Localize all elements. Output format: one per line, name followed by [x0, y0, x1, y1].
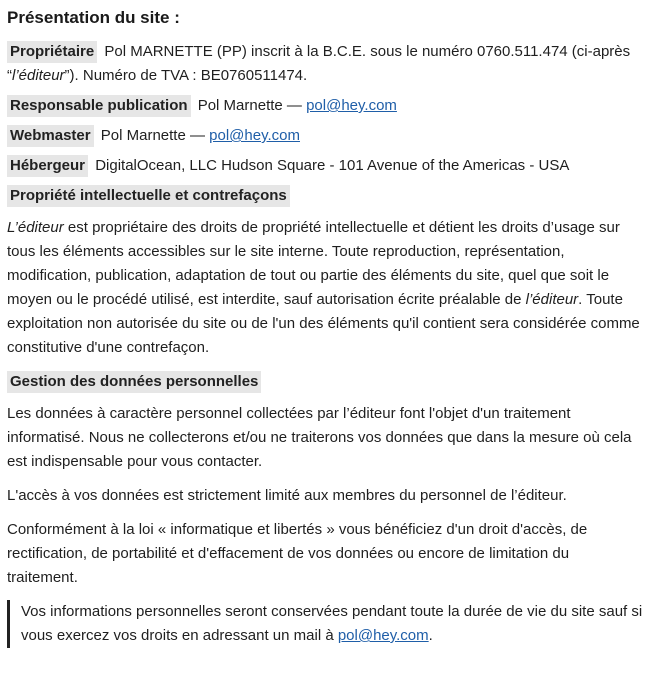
webmaster-email-link[interactable]: pol@hey.com — [209, 127, 300, 144]
quote-email-link[interactable]: pol@hey.com — [337, 627, 429, 644]
publisher-email-link[interactable]: pol@hey.com — [306, 97, 397, 114]
owner-editor-em: l’éditeur — [12, 67, 65, 84]
quote-end: . — [428, 627, 433, 644]
owner-text-a: Pol MARNETTE (PP) inscrit à la B.C.E. sous le numéro 0760.511.474 (ci-après “ — [7, 43, 631, 84]
ip-paragraph — [7, 216, 644, 360]
owner-row — [7, 40, 644, 88]
owner-label: Propriétaire — [7, 41, 97, 63]
publisher-row — [7, 94, 644, 118]
ip-text-1: est propriétaire des droits de propriété intellectuelle et détient les droits d’usage sur tous les éléments accessibles sur le site interne. Toute reproduction, représentation, modification, publication, adaptation de tout ou partie des éléments du site, quel que soit le moyen ou le procédé utilisé, est interdite, sauf autorisation écrite préalable de — [7, 219, 620, 308]
ip-heading-wrap — [7, 184, 644, 208]
ip-editor-em-1: L’éditeur — [7, 219, 64, 236]
host-row — [7, 154, 644, 178]
page-title: Présentation du site : — [7, 8, 180, 27]
data-paragraph-2: L'accès à vos données est strictement limité aux membres du personnel de l’éditeur. — [7, 487, 567, 504]
quote-text: Vos informations personnelles seront conservées pendant toute la durée de vie du site sauf si vous exercez vos droits en adressant un mail à — [21, 603, 643, 644]
retention-blockquote — [7, 600, 644, 648]
host-label: Hébergeur — [7, 155, 88, 177]
data-paragraph-3: Conformément à la loi « informatique et libertés » vous bénéficiez d'un droit d'accès, de rectification, de portabilité et d'effacement de vos données ou encore de limitation du traitement. — [7, 521, 588, 586]
data-heading: Gestion des données personnelles — [7, 371, 261, 393]
ip-text-2: . Toute exploitation non autorisée du site ou de l'un des éléments qu'il contient sera considérée comme constitutive d'une contrefaçon. — [7, 291, 640, 356]
owner-text-b: ”). Numéro de TVA : BE0760511474. — [64, 67, 308, 84]
publisher-name: Pol Marnette — — [197, 97, 307, 114]
data-heading-wrap — [7, 370, 644, 394]
webmaster-row — [7, 124, 644, 148]
webmaster-name: Pol Marnette — — [100, 127, 210, 144]
ip-heading: Propriété intellectuelle et contrefaçons — [7, 185, 290, 207]
data-paragraph-1: Les données à caractère personnel collectées par l’éditeur font l'objet d'un traitement informatisé. Nous ne collecterons et/ou ne traiterons vos données que dans la mesure où cela est indispensable pour vous contacter. — [7, 405, 632, 470]
host-text: DigitalOcean, LLC Hudson Square - 101 Avenue of the Americas - USA — [95, 157, 570, 174]
webmaster-label: Webmaster — [7, 125, 94, 147]
publisher-label: Responsable publication — [7, 95, 191, 117]
ip-editor-em-2: l’éditeur — [525, 291, 579, 308]
